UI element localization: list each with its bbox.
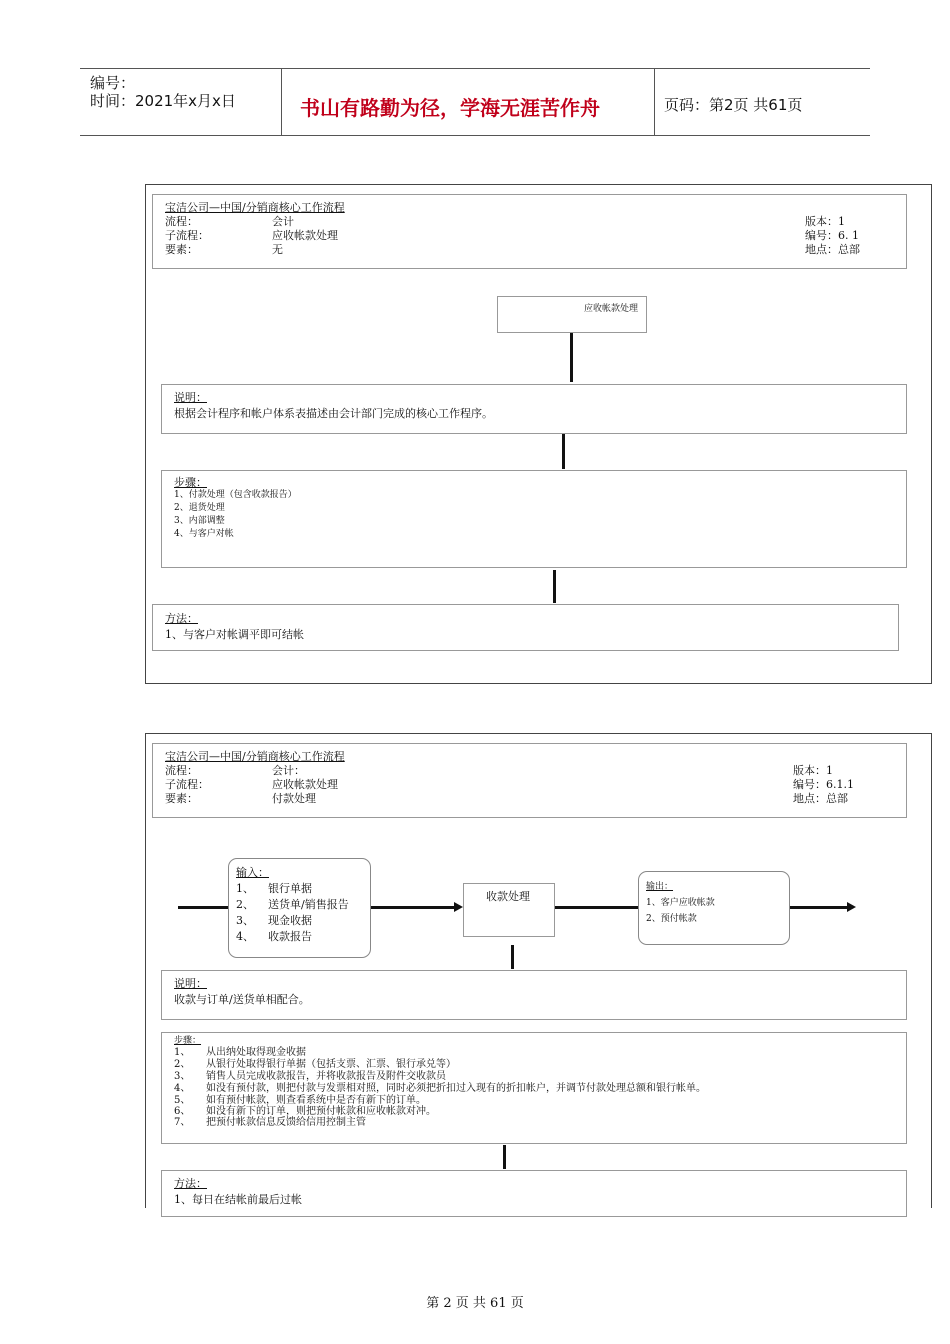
card2-output-title: 输出： xyxy=(646,882,674,892)
card2-step-text: 销售人员完成收款报告，并将收款报告及附件交收款员 xyxy=(206,1071,446,1082)
card1-process-label: 应收帐款处理 xyxy=(584,304,639,314)
page-footer: 第 2 页 共 61 页 xyxy=(426,1296,524,1311)
card2-row-label: 流程： xyxy=(165,764,198,777)
card2-process-label: 收款处理 xyxy=(486,890,530,903)
card2-method-text: 1、每日在结帐前最后过帐 xyxy=(174,1193,302,1206)
card2-step-text: 把预付帐款信息反馈给信用控制主管 xyxy=(206,1117,366,1128)
card1-row-value: 会计 xyxy=(272,215,294,228)
card2-steps-title: 步骤： xyxy=(174,1036,202,1046)
header-divider-2 xyxy=(654,68,655,136)
header-motto: 书山有路勤为径，学海无涯苦作舟 xyxy=(300,96,600,120)
card2-step-num: 3、 xyxy=(174,1071,191,1082)
card1-row-value: 应收帐款处理 xyxy=(272,229,338,242)
card2-step-text: 如没有新下的订单，则把预付帐款和应收帐款对冲。 xyxy=(206,1106,436,1117)
header-time-label: 时间：2021年x月x日 xyxy=(90,92,236,110)
header-divider-1 xyxy=(281,68,282,136)
card1-connector xyxy=(562,434,565,469)
card1-row-label: 流程： xyxy=(165,215,198,228)
card2-row-label: 子流程： xyxy=(165,778,209,791)
card1-step: 2、退货处理 xyxy=(174,503,225,513)
card2-step-text: 如没有预付款，则把付款与发票相对照，同时必须把折扣过入现有的折扣帐户，并调节付款处理总额和银行帐单。 xyxy=(206,1083,706,1094)
card2-output-item: 1、客户应收帐款 xyxy=(646,898,715,908)
card1-method-text: 1、与客户对帐调平即可结帐 xyxy=(165,628,304,641)
card1-steps-box xyxy=(161,470,907,568)
card1-row-right: 地点：总部 xyxy=(805,243,860,256)
card2-input-item: 送货单/销售报告 xyxy=(268,898,349,911)
arrow-right-icon xyxy=(454,902,463,912)
card2-step-num: 5、 xyxy=(174,1095,191,1106)
card1-connector xyxy=(553,570,556,603)
card1-row-label: 子流程： xyxy=(165,229,209,242)
card1-desc-text: 根据会计程序和帐户体系表描述由会计部门完成的核心工作程序。 xyxy=(174,407,493,420)
card1-step: 4、与客户对帐 xyxy=(174,529,234,539)
card2-step-text: 从银行处取得银行单据（包括支票、汇票、银行承兑等） xyxy=(206,1059,456,1070)
card2-row-label: 要素： xyxy=(165,792,198,805)
card1-step: 1、付款处理（包含收款报告） xyxy=(174,490,297,500)
card2-row-right: 编号：6.1.1 xyxy=(793,778,854,791)
card2-method-title: 方法： xyxy=(174,1177,207,1190)
card2-row-value: 付款处理 xyxy=(272,792,316,805)
card2-row-right: 地点：总部 xyxy=(793,792,848,805)
card1-row-right: 编号：6. 1 xyxy=(805,229,859,242)
arrow-right-icon xyxy=(847,902,856,912)
header-number-label: 编号： xyxy=(90,74,136,92)
card2-input-num: 1、 xyxy=(236,882,254,895)
card2-desc-text: 收款与订单/送货单相配合。 xyxy=(174,993,310,1006)
card2-input-item: 收款报告 xyxy=(268,930,312,943)
card1-connector xyxy=(570,333,573,382)
card1-steps-title: 步骤： xyxy=(174,476,207,489)
card2-connector xyxy=(503,1145,506,1169)
card2-desc-title: 说明： xyxy=(174,977,207,990)
card2-title: 宝洁公司—中国/分销商核心工作流程 xyxy=(165,750,345,763)
card2-step-num: 2、 xyxy=(174,1059,191,1070)
card2-connector xyxy=(511,945,514,969)
header-page-label: 页码：第2页 共61页 xyxy=(664,96,803,114)
card2-step-num: 7、 xyxy=(174,1117,191,1128)
card2-input-item: 银行单据 xyxy=(268,882,312,895)
card2-row-value: 会计： xyxy=(272,764,305,777)
card1-row-value: 无 xyxy=(272,243,283,256)
card2-flow-line xyxy=(790,906,848,909)
card2-row-right: 版本：1 xyxy=(793,764,833,777)
card2-input-num: 2、 xyxy=(236,898,254,911)
card1-method-title: 方法： xyxy=(165,612,198,625)
card2-flow-line xyxy=(178,906,228,909)
card2-row-value: 应收帐款处理 xyxy=(272,778,338,791)
card1-title: 宝洁公司—中国/分销商核心工作流程 xyxy=(165,201,345,214)
card2-step-num: 4、 xyxy=(174,1083,191,1094)
card1-row-right: 版本：1 xyxy=(805,215,845,228)
header-top-rule xyxy=(80,68,870,69)
card2-output-item: 2、预付帐款 xyxy=(646,914,697,924)
header-bottom-rule xyxy=(80,135,870,136)
card2-input-num: 3、 xyxy=(236,914,254,927)
card1-desc-title: 说明： xyxy=(174,391,207,404)
card2-input-item: 现金收据 xyxy=(268,914,312,927)
card1-row-label: 要素： xyxy=(165,243,198,256)
card2-step-text: 从出纳处取得现金收据 xyxy=(206,1047,306,1058)
card2-flow-line xyxy=(555,906,638,909)
card2-input-title: 输入： xyxy=(236,866,269,879)
card2-flow-line xyxy=(371,906,455,909)
card2-step-num: 6、 xyxy=(174,1106,191,1117)
card2-input-num: 4、 xyxy=(236,930,254,943)
card2-step-num: 1、 xyxy=(174,1047,191,1058)
card1-step: 3、内部调整 xyxy=(174,516,225,526)
card2-step-text: 如有预付帐款，则查看系统中是否有新下的订单。 xyxy=(206,1095,426,1106)
